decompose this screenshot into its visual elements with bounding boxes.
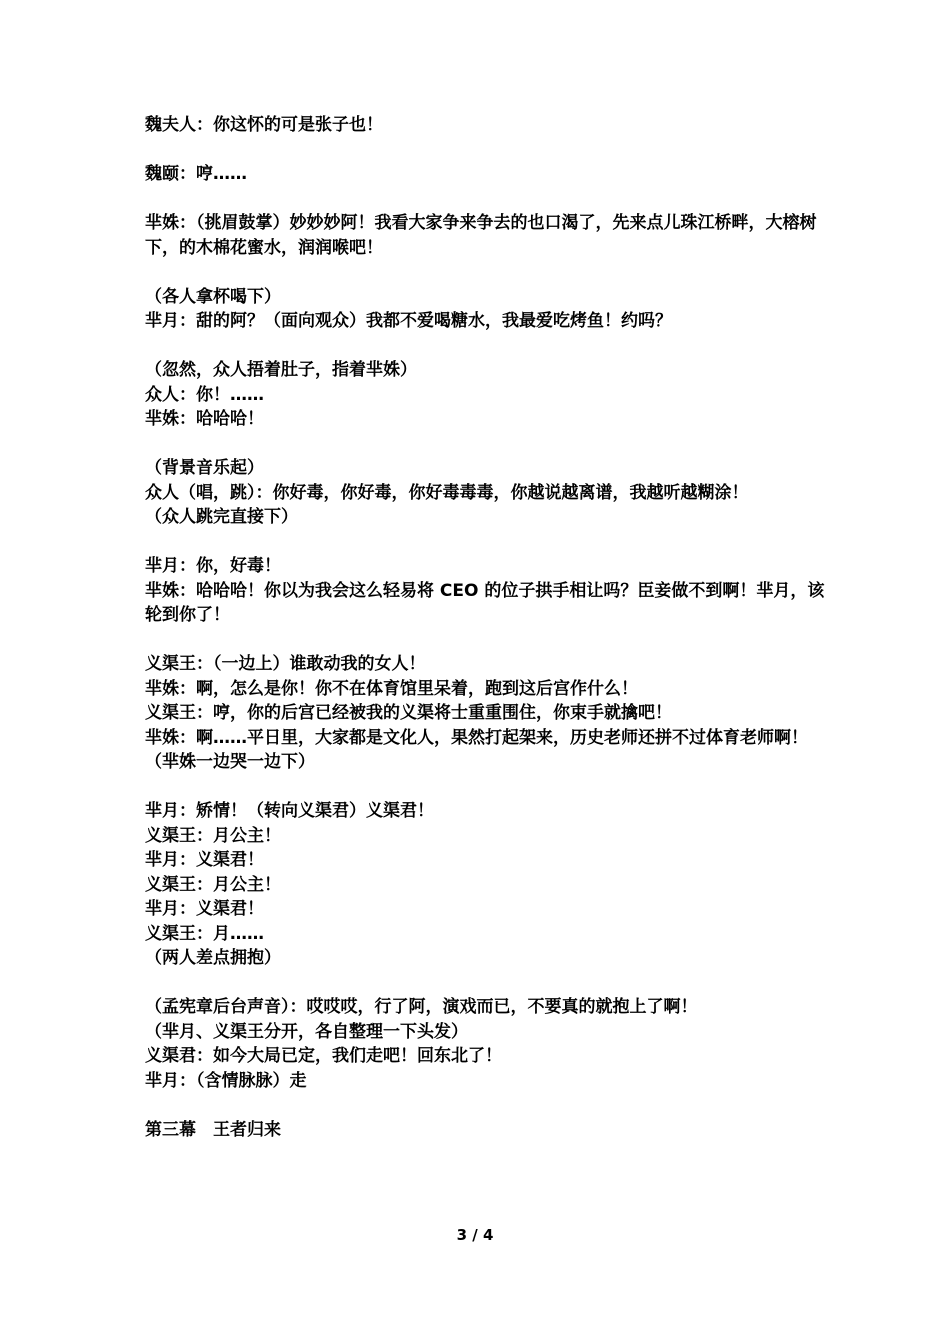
script-line: 芈月：矫情！（转向义渠君）义渠君！ [145,801,434,821]
blank-line [145,138,835,163]
blank-line [145,187,835,212]
script-line: 芈月：（含情脉脉）走 [145,1070,307,1091]
script-line: 义渠君：如今大局已定，我们走吧！回东北了！ [145,1046,502,1066]
blank-line [145,530,835,555]
page-number: 3 / 4 [456,1226,494,1244]
blank-line [145,628,835,653]
stage-direction: （忽然，众人捂着肚子，指着芈姝） [145,360,417,380]
stage-direction: （背景音乐起） [145,458,264,478]
script-line: 芈月：甜的阿？（面向观众）我都不爱喝糖水，我最爱吃烤鱼！约吗？ [145,311,672,331]
script-line: 芈姝：啊，怎么是你！你不在体育馆里呆着，跑到这后宫作什么！ [145,678,638,699]
blank-line [145,260,835,285]
script-line: 芈姝：（挑眉鼓掌）妙妙妙阿！我看大家争来争去的也口渴了，先来点儿珠江桥畔，大榕树下，的木棉花蜜水，润润喉吧！ [145,213,817,258]
script-line: 芈月：义渠君！ [145,899,264,919]
stage-direction: （各人拿杯喝下） [145,286,281,307]
stage-direction: （芈姝一边哭一边下） [145,752,315,772]
script-line: 芈月：义渠君！ [145,850,264,870]
script-line: （孟宪章后台声音）：哎哎哎，行了阿，演戏而已，不要真的就抱上了啊！ [145,997,698,1017]
script-line: 芈姝：哈哈哈！你以为我会这么轻易将 CEO 的位子拱手相让吗？臣妾做不到啊！芈月，该轮到你了！ [145,580,825,625]
stage-direction: （芈月、义渠王分开，各自整理一下头发） [145,1021,468,1042]
act-heading: 第三幕 王者归来 [145,1119,281,1140]
script-line: 义渠王：（一边上）谁敢动我的女人！ [145,654,426,674]
stage-direction: （众人跳完直接下） [145,507,298,527]
blank-line [145,971,835,996]
script-line: 众人：你！…… [145,384,264,405]
script-body [145,113,835,1142]
script-line: 义渠王：月…… [145,923,264,944]
script-line: 魏颐：哼…… [145,164,247,184]
script-line: 魏夫人：你这怀的可是张子也！ [145,115,383,135]
blank-line [145,334,835,359]
script-line: 义渠王：月公主！ [145,874,281,895]
blank-line [145,432,835,457]
script-line: 义渠王：月公主！ [145,825,281,846]
blank-line [145,775,835,800]
script-line: 芈姝：啊……平日里，大家都是文化人，果然打起架来，历史老师还拼不过体育老师啊！ [145,727,808,748]
script-line: 义渠王：哼，你的后宫已经被我的义渠将士重重围住，你束手就擒吧！ [145,703,672,723]
script-line: 众人（唱，跳）：你好毒，你好毒，你好毒毒毒，你越说越离谱，我越听越糊涂！ [145,482,749,503]
script-line: 芈月：你，好毒！ [145,556,281,576]
stage-direction: （两人差点拥抱） [145,948,281,968]
blank-line [145,1093,835,1118]
script-line: 芈姝：哈哈哈！ [145,409,264,429]
